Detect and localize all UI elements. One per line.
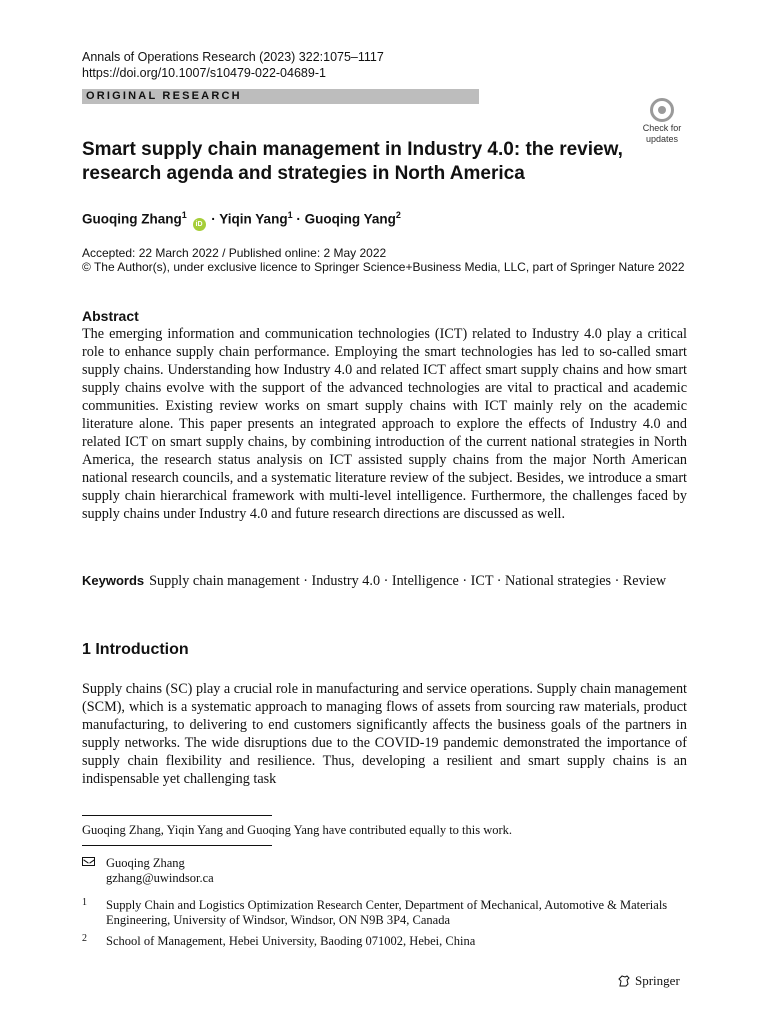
author-separator: ·: [296, 211, 305, 227]
footnote-rule: [82, 845, 272, 846]
publication-dates: Accepted: 22 March 2022 / Published online: 2 May 2022: [82, 246, 387, 260]
journal-citation: Annals of Operations Research (2023) 322:1075–1117: [82, 50, 384, 64]
orcid-icon[interactable]: iD: [193, 218, 206, 231]
author-3[interactable]: Guoqing Yang: [304, 211, 396, 227]
author-list: [82, 206, 401, 231]
footnote-equal-contribution: Guoqing Zhang, Yiqin Yang and Guoqing Yang have contributed equally to this work.: [82, 823, 513, 837]
introduction-body: Supply chains (SC) play a crucial role in manufacturing and service operations. Supply chain management (SCM), which is a systematic approach to managing flows of assets from sourcing raw materials, product manufacturing, to delivering to end customers significantly affects the business goals of the partners in supply networks. The wide disruptions due to the COVID-19 pandemic demonstrated the importance of supply chain flexibility and resilience. Thus, developing a resilient and smart supply chains is an indispensable yet challenging task: [82, 681, 687, 787]
corresponding-author-name: Guoqing Zhang: [106, 856, 185, 870]
author-2[interactable]: Yiqin Yang: [219, 211, 288, 227]
abstract-heading: Abstract: [82, 308, 139, 324]
corresponding-author-email[interactable]: gzhang@uwindsor.ca: [106, 871, 214, 885]
check-for-updates-icon: [650, 98, 674, 122]
keywords-label: Keywords: [82, 573, 145, 588]
affiliation-1: Supply Chain and Logistics Optimization Research Center, Department of Mechanical, Automotive & Materials Engineering, University of Windsor, Windsor, ON N9B 3P4, Canada: [106, 898, 668, 927]
footnote-rule: [82, 815, 272, 816]
affiliation-2: School of Management, Hebei University, Baoding 071002, Hebei, China: [106, 934, 476, 948]
section-label-bar: [82, 89, 479, 104]
author-separator: ·: [211, 211, 220, 227]
copyright-notice: © The Author(s), under exclusive licence to Springer Science+Business Media, LLC, part of Springer Nature 2022: [82, 260, 685, 274]
author-1[interactable]: Guoqing Zhang: [82, 211, 182, 227]
paper-title: Smart supply chain management in Industry 4.0: the review, research agenda and strategies in North America: [82, 139, 623, 184]
springer-horse-icon: [617, 974, 631, 988]
badge-line-2: updates: [645, 134, 679, 144]
section-label: ORIGINAL RESEARCH: [86, 90, 242, 102]
check-for-updates-badge[interactable]: [638, 98, 686, 144]
publisher-logo: [617, 972, 680, 990]
author-3-affiliation: 2: [395, 210, 401, 220]
section-heading-introduction: 1 Introduction: [82, 641, 189, 658]
envelope-icon: [82, 857, 95, 866]
author-2-affiliation: 1: [287, 210, 293, 220]
doi-link[interactable]: https://doi.org/10.1007/s10479-022-04689-1: [82, 66, 326, 80]
badge-line-1: Check for: [642, 123, 682, 133]
publisher-name: Springer: [635, 973, 680, 988]
abstract-body: The emerging information and communication technologies (ICT) related to Industry 4.0 play a critical role to enhance supply chain performance. Employing the smart technologies has led to so-called smart supply chains. Understanding how Industry 4.0 and related ICT affect smart supply chains and how smart supply chains evolve with the support of the advanced technologies are vital to practical and academic communities. Existing review works on smart supply chains with ICT mainly rely on the academic literature alone. This paper presents an integrated approach to explore the effects of Industry 4.0 and related ICT on smart supply chains, by combining introduction of the current national strategies in North America, the research status analysis on ICT assisted supply chains from the major North American national research councils, and a systematic literature review of the subject. Besides, we introduce a smart supply chain hierarchical framework with multi-level intelligence. Furthermore, the challenges faced by supply chains under Industry 4.0 and future research directions are discussed as well.: [82, 326, 687, 522]
keywords: [82, 572, 687, 590]
affiliation-1-number: 1: [82, 897, 87, 908]
affiliation-2-number: 2: [82, 933, 87, 944]
author-1-affiliation: 1: [181, 210, 187, 220]
keywords-text: Supply chain management · Industry 4.0 · Intelligence · ICT · National strategies · Review: [149, 573, 667, 589]
